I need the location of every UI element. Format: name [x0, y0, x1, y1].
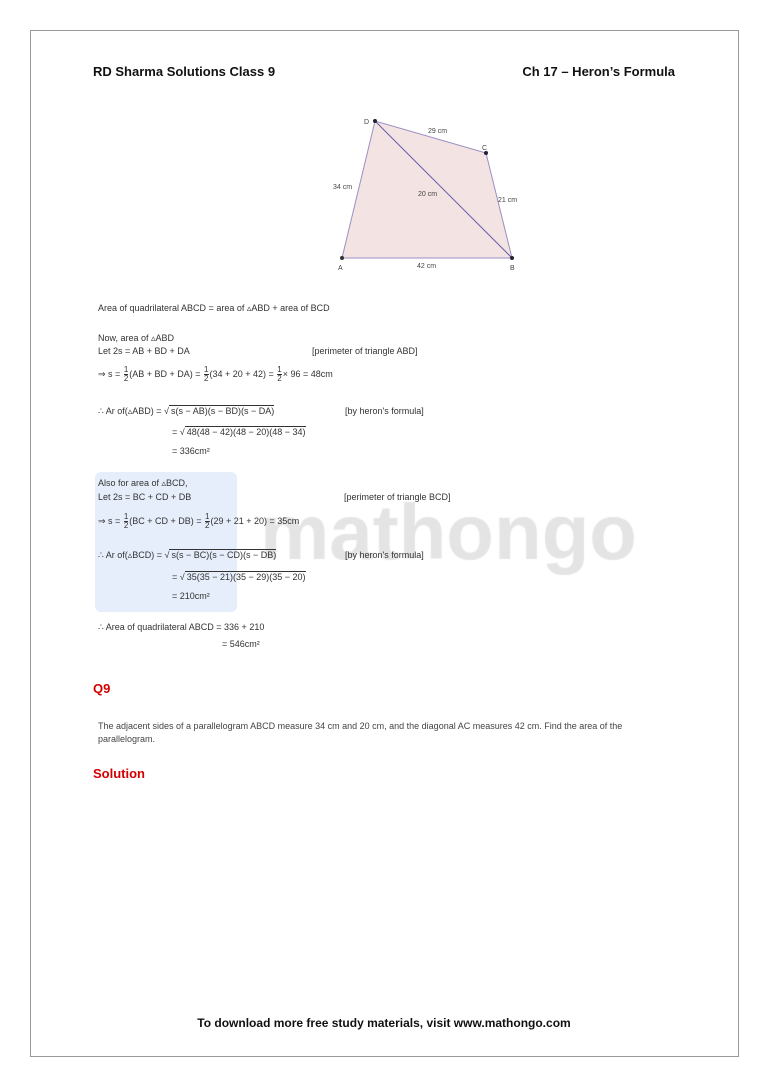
- sol-line: = 336cm²: [172, 446, 210, 456]
- question-text: The adjacent sides of a parallelogram ABCD measure 34 cm and 20 cm, and the diagonal AC measures 42 cm. Find the area of the parallelogram.: [98, 721, 623, 744]
- quad-shape: [342, 121, 512, 258]
- sol-line: = 210cm²: [172, 591, 210, 601]
- point-b: [510, 256, 514, 260]
- sol-note: [by heron's formula]: [345, 406, 424, 416]
- label-cb: 21 cm: [498, 197, 518, 204]
- sol-line: = 546cm²: [222, 639, 260, 649]
- label-db: 20 cm: [418, 191, 438, 198]
- sol-line: Also for area of ▵BCD,: [98, 478, 188, 488]
- sol-line: = √ 48(48 − 42)(48 − 20)(48 − 34): [172, 427, 306, 437]
- label-da: 34 cm: [333, 184, 353, 191]
- header-chapter: Ch 17 – Heron’s Formula: [522, 64, 675, 79]
- t: ⇒ s =: [98, 368, 123, 379]
- sol-line: = √ 35(35 − 21)(35 − 29)(35 − 20): [172, 572, 306, 582]
- label-b: B: [510, 265, 515, 272]
- label-d: D: [364, 119, 370, 126]
- point-a: [340, 256, 344, 260]
- label-dc: 29 cm: [428, 128, 448, 135]
- solution-label: Solution: [93, 766, 145, 781]
- sol-note: [perimeter of triangle ABD]: [312, 346, 418, 356]
- sol-line: ∴ Ar of(▵BCD) = √ s(s − BC)(s − CD)(s − DB): [98, 550, 277, 560]
- sol-note: [perimeter of triangle BCD]: [344, 492, 451, 502]
- point-d: [373, 119, 377, 123]
- watermark-logo: [260, 490, 680, 590]
- quadrilateral-figure: [0, 0, 768, 290]
- sol-note: [by heron's formula]: [345, 550, 424, 560]
- sol-line: ∴ Area of quadrilateral ABCD = 336 + 210: [98, 622, 265, 632]
- sol-line: ∴ Ar of(▵ABD) = √ s(s − AB)(s − BD)(s − DA): [98, 406, 275, 416]
- label-c: C: [482, 145, 488, 152]
- question-label: Q9: [93, 681, 111, 696]
- sol-line: Let 2s = AB + BD + DA: [98, 346, 190, 356]
- sol-line: Area of quadrilateral ABCD = area of ▵ABD + area of BCD: [98, 303, 330, 313]
- sol-line: Now, area of ▵ABD: [98, 333, 175, 343]
- sol-line: ⇒ s = $\frac{1}{2}$ (BC + CD + DB) = $\frac{1}{2}$ (29 + 21 + 20) = 35cm: [98, 512, 300, 530]
- header-title: RD Sharma Solutions Class 9: [93, 64, 276, 79]
- footer-text: To download more free study materials, visit www.mathongo.com: [197, 1016, 571, 1030]
- sol-line: ⇒ s = $\frac{1}{2}$ (AB + BD + DA) = $\frac{1}{2}$ (34 + 20 + 42) = $\frac{1}{2}$ × 96 = 48cm: [98, 365, 333, 383]
- sol-line: Let 2s = BC + CD + DB: [98, 492, 192, 502]
- label-ab: 42 cm: [417, 263, 437, 270]
- label-a: A: [338, 265, 343, 272]
